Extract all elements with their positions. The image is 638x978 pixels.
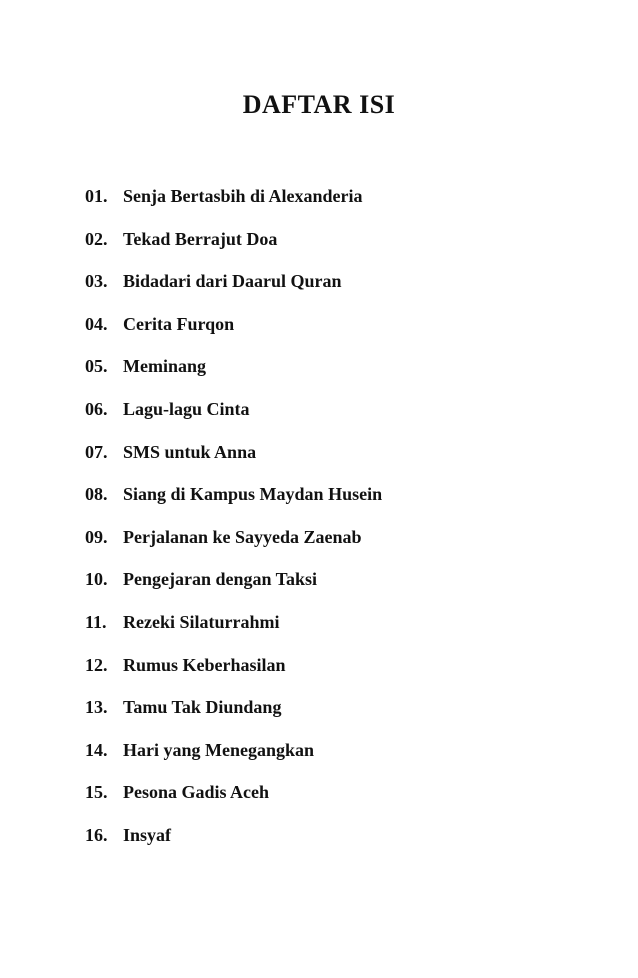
toc-entry-number: 13. xyxy=(85,697,108,718)
toc-entry-number: 11. xyxy=(85,611,107,632)
toc-entry-number: 15. xyxy=(85,782,108,803)
toc-entry-number: 02. xyxy=(85,228,108,249)
toc-entry xyxy=(85,823,605,866)
toc-entry-number: 09. xyxy=(85,526,108,547)
toc-entry-title: SMS untuk Anna xyxy=(123,441,257,462)
toc-entry xyxy=(85,695,605,738)
toc-entry-title: Meminang xyxy=(123,356,206,377)
toc-entry xyxy=(85,227,605,270)
toc-entry xyxy=(85,567,605,610)
toc-entry xyxy=(85,525,605,568)
toc-entry-number: 07. xyxy=(85,441,108,462)
toc-entry-number: 03. xyxy=(85,271,108,292)
toc-entry-number: 04. xyxy=(85,313,108,334)
page-title: DAFTAR ISI xyxy=(242,90,396,119)
toc-entry xyxy=(85,312,605,355)
toc-entry-number: 10. xyxy=(85,569,108,590)
toc-entry-number: 01. xyxy=(85,186,108,206)
toc-entry-title: Perjalanan ke Sayyeda Zaenab xyxy=(123,526,362,547)
toc-entry-title: Siang di Kampus Maydan Husein xyxy=(123,484,383,505)
toc-entry-number: 16. xyxy=(85,824,108,845)
toc-entry-title: Rumus Keberhasilan xyxy=(123,654,286,675)
toc-entry xyxy=(85,738,605,781)
toc-entry-number: 05. xyxy=(85,356,108,377)
toc-entry-number: 12. xyxy=(85,654,108,675)
toc-entry-title: Insyaf xyxy=(123,824,172,845)
toc-entry xyxy=(85,440,605,483)
toc-entry-title: Cerita Furqon xyxy=(123,313,235,334)
toc-entry xyxy=(85,610,605,653)
toc-entry xyxy=(85,653,605,696)
table-of-contents xyxy=(85,184,605,866)
toc-entry xyxy=(85,397,605,440)
toc-entry xyxy=(85,269,605,312)
toc-entry-number: 08. xyxy=(85,484,108,505)
toc-entry-title: Senja Bertasbih di Alexanderia xyxy=(123,186,363,206)
toc-entry-title: Tekad Berrajut Doa xyxy=(123,228,278,249)
toc-entry-title: Tamu Tak Diundang xyxy=(123,697,282,718)
toc-entry xyxy=(85,482,605,525)
toc-entry-title: Hari yang Menegangkan xyxy=(123,739,315,760)
toc-entry xyxy=(85,780,605,823)
toc-entry xyxy=(85,184,605,227)
toc-entry-number: 14. xyxy=(85,739,108,760)
toc-entry xyxy=(85,354,605,397)
toc-entry-title: Pengejaran dengan Taksi xyxy=(123,569,318,590)
toc-entry-title: Rezeki Silaturrahmi xyxy=(123,611,280,632)
toc-entry-title: Lagu-lagu Cinta xyxy=(123,398,250,419)
toc-entry-number: 06. xyxy=(85,398,108,419)
toc-entry-title: Bidadari dari Daarul Quran xyxy=(123,271,342,292)
toc-entry-title: Pesona Gadis Aceh xyxy=(123,782,270,803)
